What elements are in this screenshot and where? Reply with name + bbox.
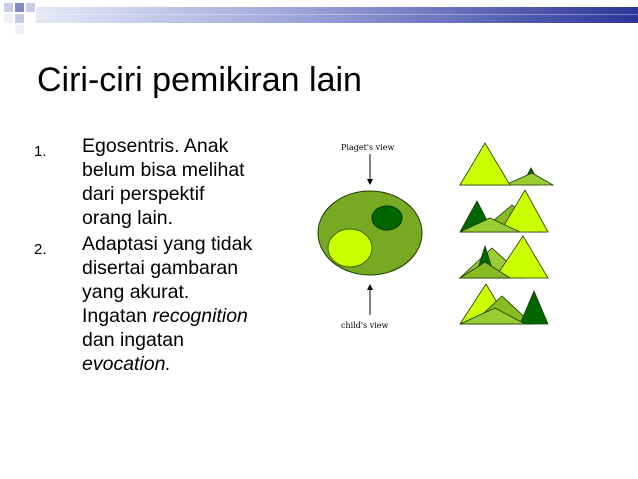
text-line: orang lain. [82,207,174,229]
list-item-1 [34,134,304,230]
text-line: Adaptasi yang tidak [82,233,253,255]
slide-title: Ciri-ciri pemikiran lain [37,61,362,99]
side-view-1 [460,143,553,185]
text-line: Egosentris. Anak [82,135,229,157]
list-item-2 [34,232,304,376]
arrow-down-head [367,179,373,185]
arrow-up-head [367,284,373,290]
mountains-top-view [318,191,422,275]
side-view-4 [460,284,548,324]
text-line: disertai gambaran [82,257,239,279]
bullet-list [34,134,304,378]
text-line: dan ingatan [82,329,184,351]
decorative-header-bar [0,0,638,36]
list-number: 1. [34,143,47,160]
text-line: dari perspektif [82,183,205,205]
italic-term-evocation: evocation. [82,353,171,375]
side-view-2 [460,190,548,232]
mountains-perspective-diagram [310,138,570,338]
text-line: yang akurat. [82,281,190,303]
text-line: belum bisa melihat [82,159,245,181]
italic-term-recognition: recognition [152,305,248,327]
small-mountain-top [372,206,402,230]
large-mountain-top [328,229,372,267]
piaget-view-label: Piaget's view [341,143,395,152]
list-item-text [82,232,304,376]
list-item-text [82,134,304,230]
text-segment: Ingatan [82,305,153,327]
side-view-3 [460,236,548,278]
text-line [82,304,304,328]
list-number: 2. [34,241,47,258]
child-view-label: child's view [341,321,389,330]
